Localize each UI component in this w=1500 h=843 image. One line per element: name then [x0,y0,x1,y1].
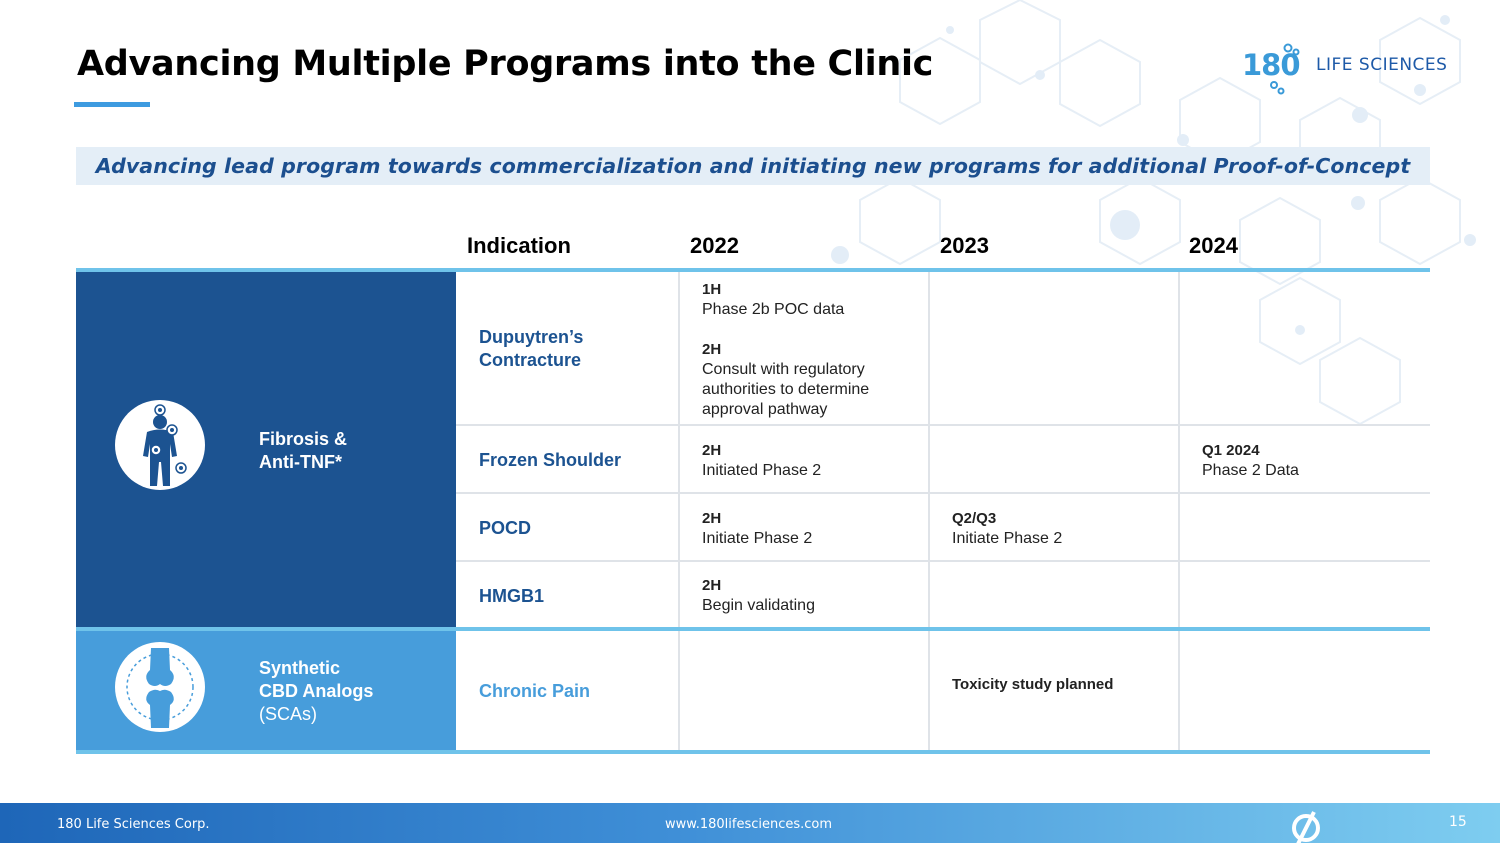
milestone-text: Initiate Phase 2 [702,530,813,547]
milestone-text: Consult with regulatory [702,361,865,378]
indication-line: Dupuytren’s [479,327,584,347]
footer-company: 180 Life Sciences Corp. [57,817,210,832]
indication-chronic-pain: Chronic Pain [479,681,591,701]
footer-bar [0,803,1500,843]
indication-frozen-shoulder: Frozen Shoulder [479,450,622,470]
column-divider [678,272,680,750]
milestone-period: 1H [702,281,722,298]
milestone-period: Q2/Q3 [952,510,997,527]
header-2022: 2022 [690,233,739,258]
human-body-icon [115,400,205,490]
column-divider [1178,272,1180,750]
cell-dupuytrens-2022 [702,280,869,420]
header-indication: Indication [467,233,571,258]
row-divider [456,492,1430,494]
indication-line: Contracture [479,350,582,370]
logo-number: 180 [1242,48,1300,82]
row-divider [456,560,1430,562]
header-2023: 2023 [940,233,989,258]
milestone-period: 2H [702,341,722,358]
cell-pocd-2022 [702,509,812,549]
cell-pocd-2023 [952,509,1062,549]
title-underline [74,102,150,107]
cell-hmgb1-2022 [702,576,815,616]
subtitle-banner [76,147,1430,185]
milestone-text: Begin validating [702,597,815,614]
milestone-text: Initiated Phase 2 [702,462,822,479]
milestone-period: 2H [702,577,722,594]
header-2024: 2024 [1189,233,1238,258]
category-label-fibrosis [259,428,347,474]
page-number: 15 [1449,814,1467,830]
footer-website[interactable]: www.180lifesciences.com [665,817,833,832]
category-label-line: Anti-TNF* [259,452,342,472]
milestone-text: approval pathway [702,401,828,418]
milestone-period: 2H [702,442,722,459]
logo-text: LIFE SCIENCES [1316,55,1448,75]
indication-dupuytrens [479,326,583,372]
milestone-period: Q1 2024 [1202,442,1260,459]
category-label-line: Synthetic [259,658,341,678]
indication-pocd: POCD [479,518,532,538]
milestone-period: 2H [702,510,722,527]
category-label-line: CBD Analogs [259,681,374,701]
category-label-line: Fibrosis & [259,429,348,449]
table-bottom-border [76,750,1430,754]
category-label-cbd [259,657,373,726]
column-divider [928,272,930,750]
category-label-line: (SCAs) [259,704,317,724]
milestone-text: Phase 2 Data [1202,462,1299,479]
section-divider [76,627,1430,631]
indication-hmgb1: HMGB1 [479,586,545,606]
cell-frozen-shoulder-2022 [702,441,821,481]
banner-text: Advancing lead program towards commercialization and initiating new programs for additional Proof-of-Concept [95,154,1411,178]
milestone-text: Phase 2b POC data [702,301,845,318]
cell-frozen-shoulder-2024 [1202,441,1299,481]
joint-knee-icon [115,642,205,732]
milestone-text: Initiate Phase 2 [952,530,1063,547]
slide-title: Advancing Multiple Programs into the Clinic [77,44,934,84]
row-divider [456,424,1430,426]
milestone-period: Toxicity study planned [952,676,1114,693]
footer-logo-icon [1286,806,1326,843]
company-logo [1242,42,1472,96]
cell-chronic-pain-2023 [952,675,1113,695]
milestone-text: authorities to determine [702,381,870,398]
